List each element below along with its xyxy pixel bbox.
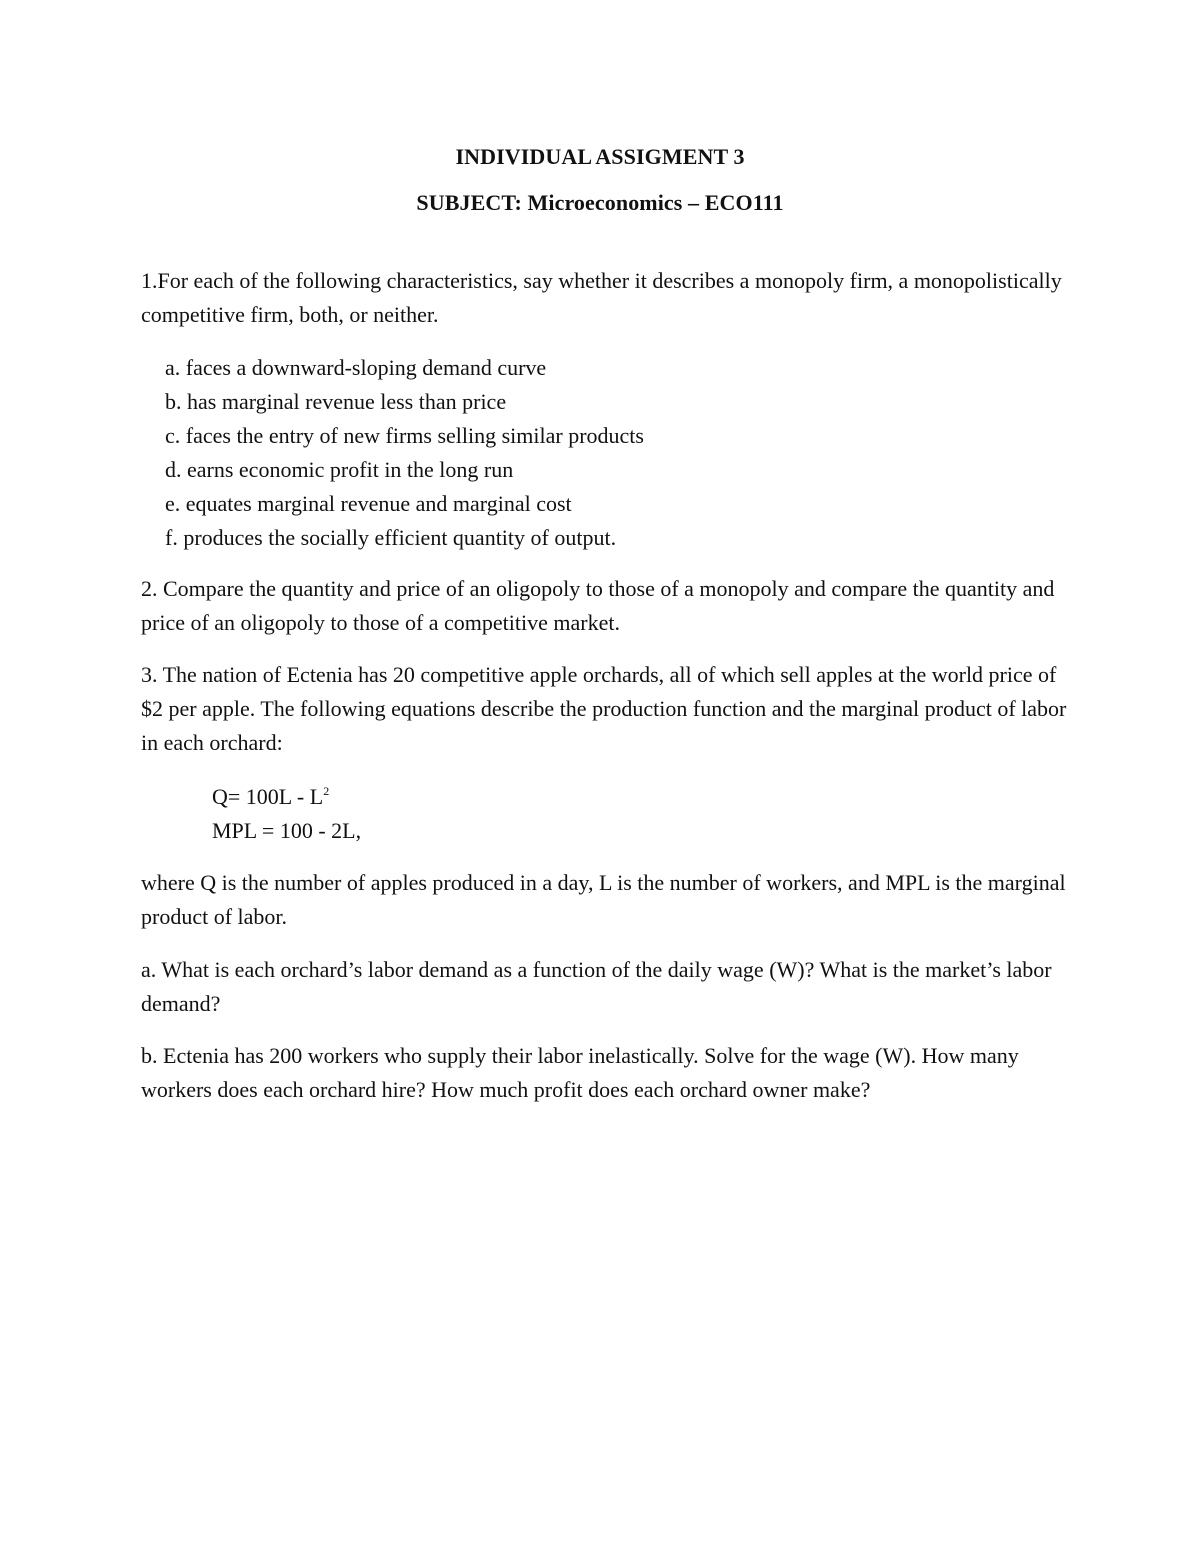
list-item: a. faces a downward-sloping demand curve (165, 355, 547, 380)
question-1-prompt: 1.For each of the following characteristics, say whether it describes a monopoly firm, a monopolistically competitive firm, both, or neither. (141, 268, 1062, 327)
mpl-equation: MPL = 100 - 2L, (212, 818, 362, 843)
equation-1-main: Q= 100L - L (212, 784, 324, 809)
question-1-list (165, 351, 1045, 555)
document-title: INDIVIDUAL ASSIGMENT 3 (455, 144, 745, 169)
list-item: e. equates marginal revenue and marginal cost (165, 491, 572, 516)
list-item: d. earns economic profit in the long run (165, 457, 514, 482)
subject-line (0, 190, 1200, 216)
subject-value: Microeconomics – ECO111 (527, 190, 784, 215)
equation-1-exponent: 2 (323, 784, 330, 798)
list-item: f. produces the socially efficient quantity of output. (165, 525, 617, 550)
question-3-definitions: where Q is the number of apples produced in a day, L is the number of workers, and MPL is the marginal product of labor. (141, 870, 1066, 929)
question-2-text: 2. Compare the quantity and price of an oligopoly to those of a monopoly and compare the quantity and price of an oligopoly to those of a competitive market. (141, 576, 1055, 635)
question-3-part-b: b. Ectenia has 200 workers who supply their labor inelastically. Solve for the wage (W). How many workers does each orchard hire? How much profit does each orchard owner make? (141, 1043, 1019, 1102)
question-3-part-a: a. What is each orchard’s labor demand as a function of the daily wage (W)? What is the market’s labor demand? (141, 957, 1052, 1016)
list-item: c. faces the entry of new firms selling similar products (165, 423, 644, 448)
production-function-equation (212, 780, 329, 814)
subject-label: SUBJECT: (416, 190, 522, 215)
question-3-intro: 3. The nation of Ectenia has 20 competitive apple orchards, all of which sell apples at the world price of $2 per apple. The following equations describe the production function and the marginal product of labor in each orchard: (141, 662, 1067, 755)
list-item: b. has marginal revenue less than price (165, 389, 507, 414)
